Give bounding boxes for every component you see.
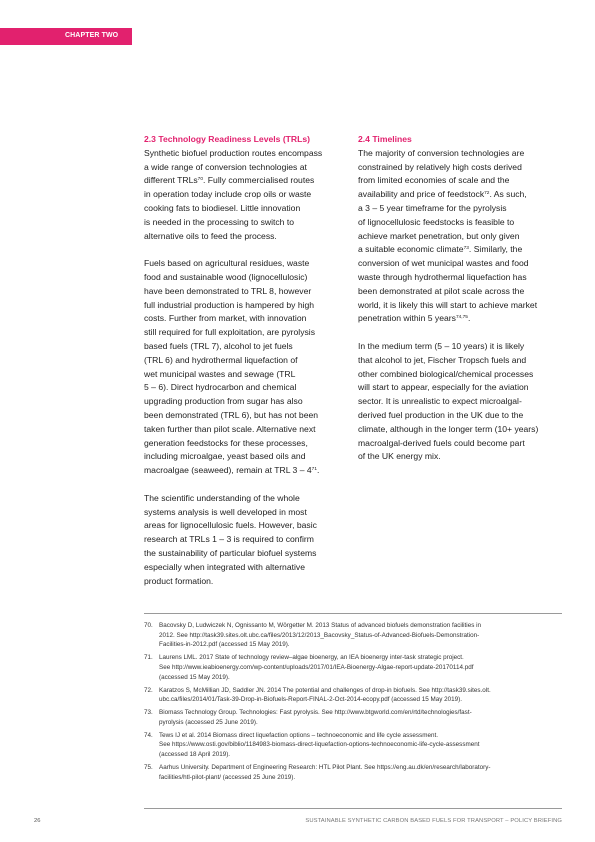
body-paragraph	[144, 257, 354, 478]
text-line	[144, 575, 354, 589]
footnote-marker: 74,75	[455, 315, 468, 321]
reference-text-line: Laurens LML. 2017 State of technology review–algae bioenergy, an IEA bioenergy inter-task strategic project.	[159, 654, 464, 662]
text-line	[358, 368, 564, 382]
reference-text-line: Bacovsky D, Ludwiczek N, Ognissanto M, Wörgetter M. 2013 Status of advanced biofuels demonstration facilities in	[159, 622, 481, 629]
text-line	[358, 271, 564, 285]
line-text: systems analysis is well developed in most	[144, 506, 307, 517]
reference-item	[144, 686, 564, 705]
line-text: In the medium term (5 – 10 years) it is likely	[358, 340, 525, 351]
line-text: of the UK energy mix.	[358, 451, 441, 462]
reference-text-line: Tews IJ et al. 2014 Biomass direct liquefaction options – technoeconomic and life cycle assessment.	[159, 731, 438, 739]
line-text: full industrial production is hampered by high	[144, 299, 315, 310]
text-line	[144, 519, 354, 533]
body-paragraph	[144, 492, 354, 589]
line-text-after: .	[317, 465, 320, 476]
text-line	[144, 506, 354, 520]
reference-item	[144, 731, 564, 760]
text-line	[358, 161, 564, 175]
line-text: penetration within 5 years	[358, 313, 456, 324]
text-line	[358, 243, 564, 257]
reference-item	[144, 653, 564, 682]
line-text: generation feedstocks for these processes,	[144, 437, 308, 448]
reference-item	[144, 708, 564, 727]
text-line	[144, 368, 354, 382]
text-line	[144, 492, 354, 506]
footnote-marker: 72	[484, 191, 490, 197]
line-text: taken further than pilot scale. Alternative next	[144, 423, 316, 434]
line-text: a suitable economic climate	[358, 244, 464, 255]
text-line	[358, 257, 564, 271]
line-text: been demonstrated (TRL 6), but has not been	[144, 409, 319, 420]
reference-item	[144, 763, 564, 782]
left-column-body	[144, 147, 354, 589]
text-line	[144, 216, 354, 230]
text-line	[358, 312, 564, 326]
line-text: that alcohol to jet, Fischer Tropsch fuels and	[358, 354, 527, 365]
line-text: been demonstrated at pilot scale across the	[358, 285, 525, 296]
text-line	[358, 381, 564, 395]
text-line	[144, 271, 354, 285]
line-text: macroalgal-derived fuels could become part	[358, 437, 525, 448]
line-text: the sustainability of particular biofuel systems	[144, 547, 317, 558]
reference-text-line: (accessed 15 May 2019).	[159, 673, 230, 681]
reference-text-line: See http://www.ieabioenergy.com/wp-content/uploads/2017/01/IEA-Bioenergy-Algae-report-update-20170114.pdf	[159, 664, 474, 671]
reference-number: 75.	[144, 764, 153, 772]
reference-number: 71.	[144, 654, 153, 662]
text-line	[144, 450, 354, 464]
line-text: cooking fats to biodiesel. Little innovation	[144, 202, 301, 213]
paragraph-gap	[144, 478, 354, 492]
paragraph-gap	[358, 326, 564, 340]
text-line	[144, 202, 354, 216]
text-line	[144, 257, 354, 271]
line-text: other combined biological/chemical processes	[358, 368, 534, 379]
text-line	[144, 174, 354, 188]
reference-number: 72.	[144, 686, 153, 694]
line-text-after: . Similarly, the	[468, 244, 523, 255]
line-text: still required for full exploitation, are pyrolysis	[144, 327, 315, 338]
reference-text-line: ubc.ca/files/2014/01/Task-39-Drop-in-Biofuels-Report-FINAL-2-Oct-2014-ecopy.pdf (accessed 15 May 2019).	[159, 696, 462, 704]
text-line	[358, 395, 564, 409]
text-line	[358, 437, 564, 451]
footnote-marker: 71	[311, 467, 318, 473]
footer-divider	[144, 808, 562, 809]
line-text: sector. It is unrealistic to expect microalgal-	[358, 396, 522, 407]
text-line	[358, 423, 564, 437]
text-line	[358, 285, 564, 299]
footer-title: SUSTAINABLE SYNTHETIC CARBON BASED FUELS FOR TRANSPORT – POLICY BRIEFING	[305, 818, 562, 824]
line-text: Fuels based on agricultural residues, waste	[144, 258, 310, 269]
chapter-tab	[0, 28, 132, 45]
line-text: will start to appear, especially for the aviation	[358, 382, 529, 393]
line-text-after: .	[467, 313, 471, 324]
line-text: based fuels (TRL 7), alcohol to jet fuels	[144, 340, 293, 351]
line-text: of lignocellulosic feedstocks is feasible to	[358, 216, 515, 227]
text-line	[144, 561, 354, 575]
text-line	[358, 340, 564, 354]
text-line	[144, 354, 354, 368]
text-line	[144, 381, 354, 395]
text-line	[144, 161, 354, 175]
reference-text-line: See https://www.osti.gov/biblio/1184983-biomass-direct-liquefaction-options-technoeconomic-life-cycle-assessment	[159, 741, 480, 749]
page-number: 26	[34, 818, 41, 824]
text-line	[358, 230, 564, 244]
line-text: derived fuel production in the UK due to the	[358, 409, 524, 420]
references-list	[144, 621, 564, 786]
section-heading-trl: 2.3 Technology Readiness Levels (TRLs)	[144, 134, 311, 144]
reference-text-line: Biomass Technology Group. Technologies: Fast pyrolysis. See http://www.btgworld.com/en/rtd/technologies/fast-	[159, 709, 472, 717]
reference-text-line: Karatzos S, McMillian JD, Saddler JN. 2014 The potential and challenges of drop-in biofuels. See http://task39.sites.olt.	[159, 686, 491, 694]
body-paragraph	[358, 340, 564, 464]
line-text: wet municipal wastes and sewage (TRL	[144, 368, 296, 379]
reference-number: 70.	[144, 622, 153, 629]
line-text: areas for lignocellulosic fuels. However, basic	[144, 520, 317, 531]
text-line	[144, 533, 354, 547]
line-text: The majority of conversion technologies are	[358, 147, 525, 158]
line-text: especially when integrated with alternative	[144, 561, 305, 572]
reference-number: 74.	[144, 731, 153, 739]
reference-text-line: (accessed 18 April 2019).	[159, 751, 231, 759]
line-text: availability and price of feedstock	[358, 189, 485, 200]
reference-item	[144, 621, 564, 650]
line-text-after: . As such,	[489, 189, 527, 200]
line-text: macroalgae (seaweed), remain at TRL 3 – 4	[144, 465, 312, 476]
text-line	[144, 395, 354, 409]
text-line	[144, 312, 354, 326]
text-line	[358, 202, 564, 216]
line-text-after: . Fully commercialised routes	[203, 175, 315, 186]
line-text: constrained by relatively high costs derived	[358, 161, 522, 172]
line-text: climate, although in the longer term (10+ years)	[358, 423, 539, 434]
line-text: The scientific understanding of the whole	[144, 492, 300, 503]
references-divider	[144, 613, 562, 614]
reference-text-line: Facilities-in-2012.pdf (accessed 15 May 2019).	[159, 641, 290, 649]
section-heading-timelines: 2.4 Timelines	[358, 134, 412, 144]
text-line	[358, 216, 564, 230]
text-line	[358, 188, 564, 202]
text-line	[144, 340, 354, 354]
reference-text-line: Aarhus University. Department of Engineering Research: HTL Pilot Plant. See https://eng.au.dk/en/research/laboratory-	[159, 764, 491, 772]
line-text: different TRLs	[144, 175, 198, 186]
chapter-label: CHAPTER TWO	[65, 32, 119, 39]
line-text: upgrading production from sugar has also	[144, 396, 303, 407]
line-text: costs. Further from market, with innovation	[144, 313, 307, 324]
text-line	[144, 147, 354, 161]
line-text: from limited economies of scale and the	[358, 175, 510, 186]
footnote-marker: 70	[197, 177, 204, 183]
line-text: (TRL 6) and hydrothermal liquefaction of	[144, 354, 298, 365]
line-text: 5 – 6). Direct hydrocarbon and chemical	[144, 382, 297, 393]
text-line	[144, 285, 354, 299]
line-text: research at TRLs 1 – 3 is required to confirm	[144, 534, 314, 545]
line-text: world, it is likely this will start to achieve market	[358, 299, 538, 310]
text-line	[144, 547, 354, 561]
reference-number: 73.	[144, 709, 153, 717]
text-line	[144, 188, 354, 202]
line-text: achieve market penetration, but only given	[358, 230, 520, 241]
line-text: is needed in the processing to switch to	[144, 216, 295, 227]
paragraph-gap	[144, 243, 354, 257]
text-line	[144, 299, 354, 313]
body-paragraph	[358, 147, 564, 326]
body-paragraph	[144, 147, 354, 244]
right-column	[358, 133, 564, 464]
text-line	[144, 437, 354, 451]
text-line	[144, 326, 354, 340]
line-text: have been demonstrated to TRL 8, however	[144, 285, 312, 296]
text-line	[358, 174, 564, 188]
text-line	[358, 450, 564, 464]
text-line	[358, 147, 564, 161]
line-text: product formation.	[144, 575, 214, 586]
text-line	[144, 423, 354, 437]
reference-text-line: 2012. See http://task39.sites.olt.ubc.ca/files/2013/12/2013_Bacovsky_Status-of-Advanced-Biofuels-Demonstration-	[159, 631, 480, 639]
text-line	[144, 230, 354, 244]
line-text: conversion of wet municipal wastes and food	[358, 258, 529, 269]
line-text: Synthetic biofuel production routes encompass	[144, 147, 323, 158]
text-line	[144, 464, 354, 478]
line-text: in operation today include crop oils or waste	[144, 189, 312, 200]
line-text: including microalgae, yeast based oils and	[144, 451, 306, 462]
line-text: waste through hydrothermal liquefaction has	[358, 271, 527, 282]
line-text: alternative oils to feed the process.	[144, 230, 277, 241]
reference-text-line: facilities/htl-pilot-plant/ (accessed 25 June 2019).	[159, 773, 296, 781]
left-column	[144, 133, 354, 588]
text-line	[358, 299, 564, 313]
reference-text-line: pyrolysis (accessed 25 June 2019).	[159, 718, 258, 726]
text-line	[358, 354, 564, 368]
footnote-marker: 73	[463, 246, 469, 252]
right-column-body	[358, 147, 564, 464]
line-text: a 3 – 5 year timeframe for the pyrolysis	[358, 202, 507, 213]
text-line	[144, 409, 354, 423]
text-line	[358, 409, 564, 423]
line-text: a wide range of conversion technologies at	[144, 161, 307, 172]
line-text: food and sustainable wood (lignocellulosic)	[144, 271, 308, 282]
